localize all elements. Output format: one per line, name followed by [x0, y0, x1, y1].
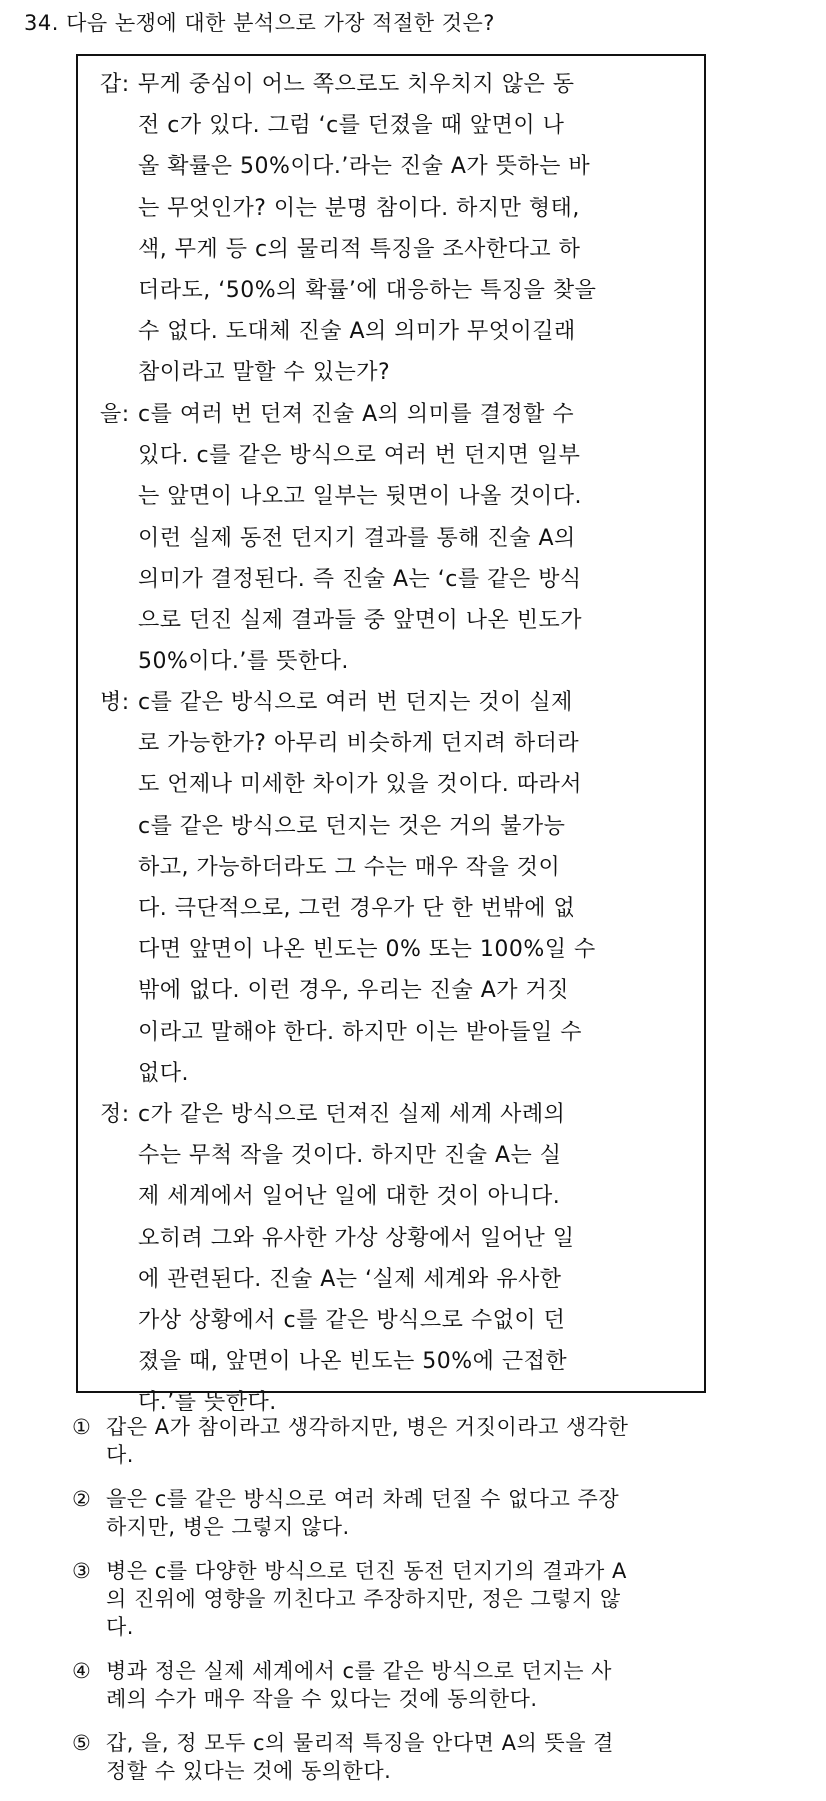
passage-text: 로 가능한가? 아무리 비슷하게 던지려 하더라: [138, 731, 580, 757]
passage-text: 으로 던진 실제 결과들 중 앞면이 나온 빈도가: [138, 608, 582, 634]
speaker-label: 병:: [100, 690, 130, 715]
passage-line: [100, 1135, 690, 1176]
choice-text: 다.: [106, 1615, 134, 1639]
passage-line: [100, 188, 690, 229]
speaker-block-gap: [100, 64, 690, 394]
choice-line: [72, 1729, 772, 1757]
speaker-block-eul: [100, 394, 690, 682]
passage-text: 다. 극단적으로, 그런 경우가 단 한 번밖에 없: [138, 896, 576, 922]
choice-text: 례의 수가 매우 작을 수 있다는 것에 동의한다.: [106, 1687, 538, 1711]
passage-line: [100, 435, 690, 476]
choice-4[interactable]: [72, 1657, 772, 1713]
passage-line: [100, 105, 690, 146]
choice-line: [72, 1557, 772, 1585]
answer-choices: [72, 1413, 772, 1801]
passage-line: [100, 682, 690, 723]
choice-text: 다.: [106, 1443, 134, 1467]
choice-line: [72, 1513, 772, 1541]
passage-line: [100, 600, 690, 641]
passage-text: 의미가 결정된다. 즉 진술 A는 ‘c를 같은 방식: [138, 566, 582, 592]
passage-line: [100, 641, 690, 682]
passage-text: 도 언제나 미세한 차이가 있을 것이다. 따라서: [138, 772, 582, 798]
question-text: 다음 논쟁에 대한 분석으로 가장 적절한 것은?: [66, 11, 495, 35]
choice-number: ③: [72, 1559, 92, 1583]
choice-line: [72, 1441, 772, 1469]
passage-line: [100, 1094, 690, 1135]
passage-text: 더라도, ‘50%의 확률’에 대응하는 특징을 찾을: [138, 278, 597, 304]
passage-line: [100, 311, 690, 352]
question-number: 34.: [24, 11, 59, 35]
passage-text: 무게 중심이 어느 쪽으로도 치우치지 않은 동: [138, 72, 575, 97]
passage-text: 이라고 말해야 한다. 하지만 이는 받아들일 수: [138, 1019, 582, 1045]
passage-line: [100, 64, 690, 105]
passage-text: 있다. c를 같은 방식으로 여러 번 던지면 일부: [138, 443, 581, 469]
passage-text: 는 앞면이 나오고 일부는 뒷면이 나올 것이다.: [138, 484, 582, 510]
passage-line: [100, 723, 690, 764]
passage-text: 다면 앞면이 나온 빈도는 0% 또는 100%일 수: [138, 937, 596, 963]
passage-line: [100, 476, 690, 517]
passage-line: [100, 1300, 690, 1341]
passage-line: [100, 1259, 690, 1300]
choice-text: 갑, 을, 정 모두 c의 물리적 특징을 안다면 A의 뜻을 결: [106, 1731, 614, 1755]
passage-line: [100, 1341, 690, 1382]
passage-line: [100, 764, 690, 805]
passage-line: [100, 559, 690, 600]
question-stem: [24, 8, 495, 38]
passage-line: [100, 929, 690, 970]
passage-text: 이런 실제 동전 던지기 결과를 통해 진술 A의: [138, 525, 576, 551]
passage-text: 제 세계에서 일어난 일에 대한 것이 아니다.: [138, 1184, 561, 1210]
passage-line: [100, 970, 690, 1011]
passage-text: 참이라고 말할 수 있는가?: [138, 360, 391, 386]
choice-line: [72, 1585, 772, 1613]
choice-line: [72, 1413, 772, 1441]
choice-line: [72, 1657, 772, 1685]
passage-line: [100, 518, 690, 559]
speaker-block-byeong: [100, 682, 690, 1094]
passage-text: c를 같은 방식으로 던지는 것은 거의 불가능: [138, 813, 566, 839]
passage-line: [100, 229, 690, 270]
passage-line: [100, 1218, 690, 1259]
passage-line: [100, 394, 690, 435]
choice-text: 갑은 A가 참이라고 생각하지만, 병은 거짓이라고 생각한: [106, 1415, 629, 1439]
passage-text: 올 확률은 50%이다.’라는 진술 A가 뜻하는 바: [138, 154, 591, 180]
choice-text: 정할 수 있다는 것에 동의한다.: [106, 1759, 392, 1783]
passage-line: [100, 270, 690, 311]
choice-number: ④: [72, 1659, 92, 1683]
choice-number: ⑤: [72, 1731, 92, 1755]
choice-2[interactable]: [72, 1485, 772, 1541]
passage-line: [100, 1176, 690, 1217]
speaker-label: 갑:: [100, 72, 130, 97]
passage-line: [100, 847, 690, 888]
choice-number: ②: [72, 1487, 92, 1511]
speaker-label: 정:: [100, 1102, 130, 1127]
choice-text: 을은 c를 같은 방식으로 여러 차례 던질 수 없다고 주장: [106, 1487, 620, 1511]
choice-1[interactable]: [72, 1413, 772, 1469]
choice-line: [72, 1613, 772, 1641]
passage-line: [100, 1053, 690, 1094]
choice-text: 하지만, 병은 그렇지 않다.: [106, 1515, 350, 1539]
passage-text: 에 관련된다. 진술 A는 ‘실제 세계와 유사한: [138, 1266, 562, 1292]
choice-line: [72, 1757, 772, 1785]
passage-text: 밖에 없다. 이런 경우, 우리는 진술 A가 거짓: [138, 978, 570, 1004]
passage-text: 색, 무게 등 c의 물리적 특징을 조사한다고 하: [138, 236, 581, 262]
passage-line: [100, 352, 690, 393]
passage-text: c를 같은 방식으로 여러 번 던지는 것이 실제: [138, 690, 573, 715]
passage-text: 가상 상황에서 c를 같은 방식으로 수없이 던: [138, 1308, 566, 1334]
passage-text: 다.’를 뜻한다.: [138, 1390, 277, 1416]
passage-line: [100, 1012, 690, 1053]
choice-text: 병은 c를 다양한 방식으로 던진 동전 던지기의 결과가 A: [106, 1559, 627, 1583]
choice-text: 의 진위에 영향을 끼친다고 주장하지만, 정은 그렇지 않: [106, 1587, 621, 1611]
passage-line: [100, 888, 690, 929]
passage-text: c를 여러 번 던져 진술 A의 의미를 결정할 수: [138, 402, 575, 427]
choice-text: 병과 정은 실제 세계에서 c를 같은 방식으로 던지는 사: [106, 1659, 612, 1683]
choice-5[interactable]: [72, 1729, 772, 1785]
passage-text: 수는 무척 작을 것이다. 하지만 진술 A는 실: [138, 1143, 562, 1169]
passage-text: 하고, 가능하더라도 그 수는 매우 작을 것이: [138, 854, 561, 880]
speaker-label: 을:: [100, 402, 130, 427]
choice-3[interactable]: [72, 1557, 772, 1641]
passage-text: c가 같은 방식으로 던져진 실제 세계 사례의: [138, 1102, 566, 1127]
passage-line: [100, 146, 690, 187]
passage-text: 50%이다.’를 뜻한다.: [138, 649, 349, 675]
choice-number: ①: [72, 1415, 92, 1439]
passage-text: 는 무엇인가? 이는 분명 참이다. 하지만 형태,: [138, 195, 580, 221]
passage-text: 전 c가 있다. 그럼 ‘c를 던졌을 때 앞면이 나: [138, 113, 565, 139]
passage-line: [100, 806, 690, 847]
passage-text: 졌을 때, 앞면이 나온 빈도는 50%에 근접한: [138, 1349, 568, 1375]
passage-box: [76, 54, 706, 1416]
passage-text: 오히려 그와 유사한 가상 상황에서 일어난 일: [138, 1225, 575, 1251]
speaker-block-jeong: [100, 1094, 690, 1424]
passage-text: 수 없다. 도대체 진술 A의 의미가 무엇이길래: [138, 319, 576, 345]
choice-line: [72, 1685, 772, 1713]
choice-line: [72, 1485, 772, 1513]
passage-text: 없다.: [138, 1060, 189, 1086]
